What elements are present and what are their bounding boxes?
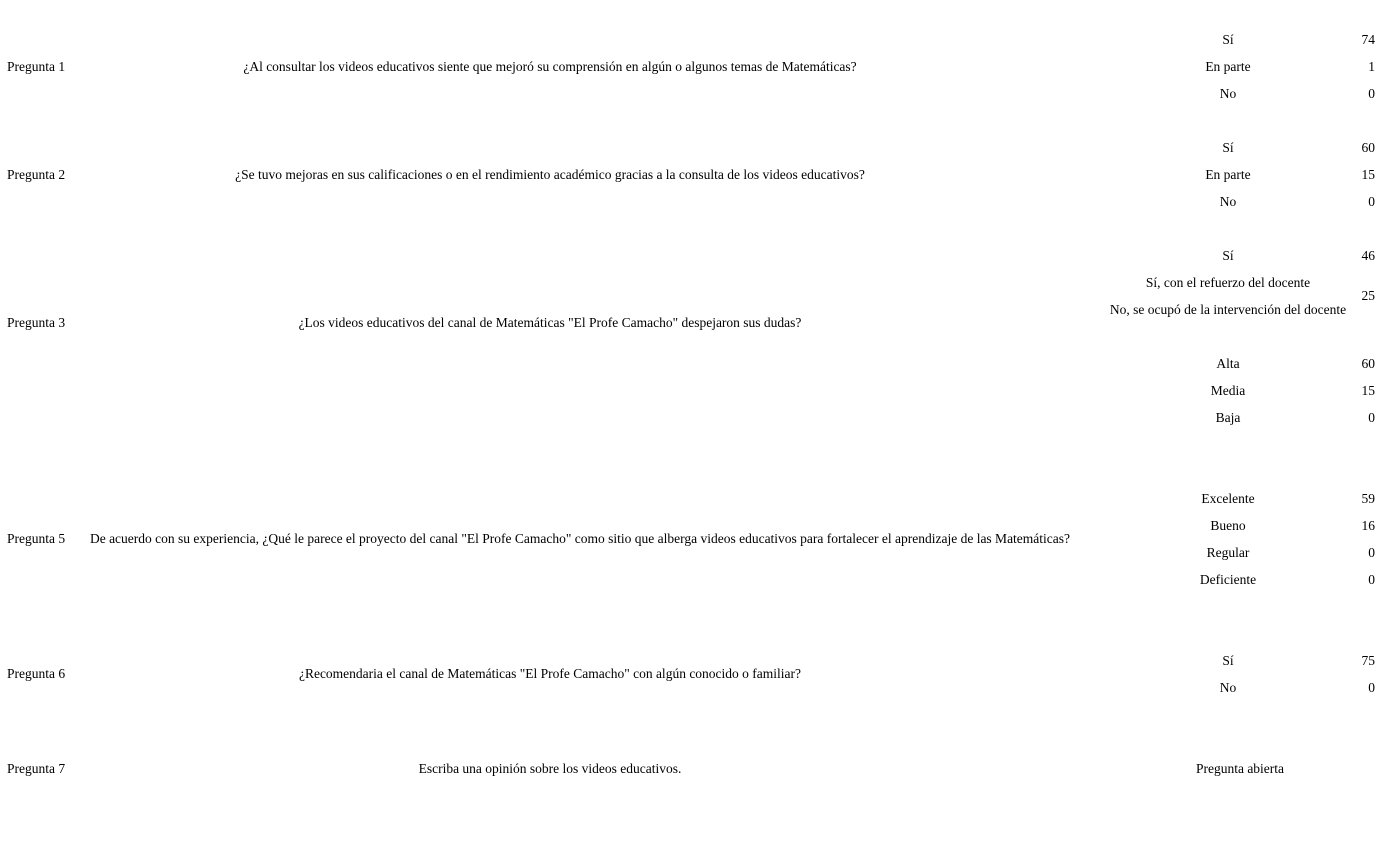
option-label: En parte — [1205, 167, 1251, 182]
option-label: Alta — [1216, 356, 1240, 371]
option-label: No — [1219, 194, 1237, 209]
question-text: De acuerdo con su experiencia, ¿Qué le parece el proyecto del canal "El Profe Camacho" como sitio que alberga videos educativos para fortalecer el aprendizaje de las Matemáticas? — [89, 531, 1071, 546]
option-label: No — [1219, 86, 1237, 101]
option-label: Sí — [1222, 32, 1234, 47]
option-value: 15 — [1361, 383, 1375, 398]
option-label: Baja — [1215, 410, 1241, 425]
option-label: Pregunta abierta — [1195, 761, 1285, 776]
option-label: En parte — [1205, 59, 1251, 74]
question-label: Pregunta 2 — [7, 167, 66, 182]
option-label: Bueno — [1210, 518, 1246, 533]
question-label: Pregunta 5 — [7, 531, 66, 546]
option-value: 74 — [1361, 32, 1375, 47]
option-label: Regular — [1206, 545, 1250, 560]
option-value: 16 — [1361, 518, 1375, 533]
question-label: Pregunta 1 — [7, 59, 66, 74]
option-label: No — [1219, 680, 1237, 695]
option-value: 0 — [1368, 545, 1375, 560]
question-label: Pregunta 6 — [7, 666, 66, 681]
option-value: 60 — [1361, 356, 1375, 371]
option-label: Deficiente — [1199, 572, 1257, 587]
option-label: No, se ocupó de la intervención del docente — [1109, 302, 1347, 317]
option-label: Excelente — [1201, 491, 1255, 506]
option-label: Sí — [1222, 248, 1234, 263]
option-value: 25 — [1361, 288, 1375, 303]
option-value: 0 — [1368, 410, 1375, 425]
option-value: 0 — [1368, 194, 1375, 209]
option-value: 0 — [1368, 680, 1375, 695]
question-label: Pregunta 3 — [7, 315, 66, 330]
option-label: Sí — [1222, 140, 1234, 155]
question-text: ¿Recomendaria el canal de Matemáticas "El Profe Camacho" con algún conocido o familiar? — [298, 666, 802, 681]
question-text: Escriba una opinión sobre los videos educativos. — [418, 761, 682, 776]
option-label: Sí — [1222, 653, 1234, 668]
question-text: ¿Al consultar los videos educativos siente que mejoró su comprensión en algún o algunos temas de Matemáticas? — [243, 59, 857, 74]
option-value: 60 — [1361, 140, 1375, 155]
option-label: Sí, con el refuerzo del docente — [1145, 275, 1311, 290]
option-value: 46 — [1361, 248, 1375, 263]
option-value: 59 — [1361, 491, 1375, 506]
question-text: ¿Los videos educativos del canal de Matemáticas "El Profe Camacho" despejaron sus dudas? — [298, 315, 802, 330]
option-label: Media — [1210, 383, 1246, 398]
option-value: 1 — [1368, 59, 1375, 74]
option-value: 0 — [1368, 86, 1375, 101]
option-value: 15 — [1361, 167, 1375, 182]
option-value: 0 — [1368, 572, 1375, 587]
question-text: ¿Se tuvo mejoras en sus calificaciones o en el rendimiento académico gracias a la consulta de los videos educativos? — [235, 167, 865, 182]
option-value: 75 — [1361, 653, 1375, 668]
question-label: Pregunta 7 — [7, 761, 66, 776]
